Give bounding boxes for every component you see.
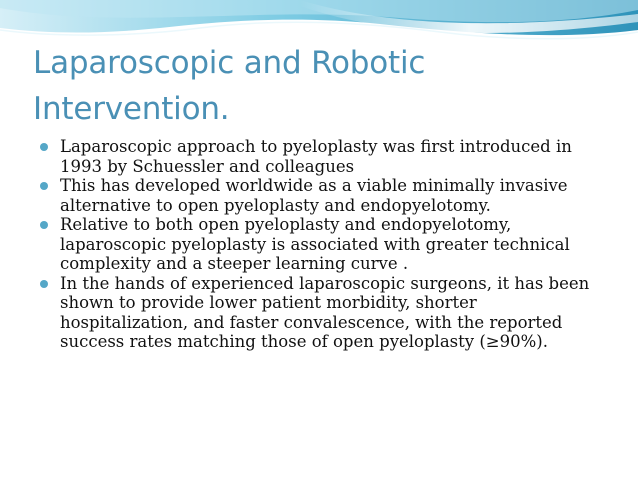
slide-title (33, 40, 593, 132)
bullet-list (38, 137, 598, 352)
bullet-item (38, 215, 598, 274)
bullet-dot-icon (40, 182, 48, 190)
bullet-text: Relative to both open pyeloplasty and endopyelotomy, laparoscopic pyeloplasty is associated with greater technical complexity and a steeper learning curve . (60, 215, 570, 273)
bullet-text: In the hands of experienced laparoscopic surgeons, it has been shown to provide lower patient morbidity, shorter hospitalization, and faster convalescence, with the reported success rates matching those of open pyeloplasty (≥90%). (60, 273, 590, 351)
bullet-dot-icon (40, 143, 48, 151)
bullet-item (38, 137, 598, 176)
title-line-2: Intervention. (33, 91, 230, 127)
bullet-item (38, 176, 598, 215)
bullet-dot-icon (40, 280, 48, 288)
bullet-text: Laparoscopic approach to pyeloplasty was first introduced in 1993 by Schuessler and colleagues (60, 137, 572, 176)
bullet-item (38, 274, 598, 352)
bullet-text: This has developed worldwide as a viable minimally invasive alternative to open pyeloplasty and endopyelotomy. (60, 176, 568, 215)
bullet-dot-icon (40, 221, 48, 229)
title-line-1: Laparoscopic and Robotic (33, 45, 426, 81)
